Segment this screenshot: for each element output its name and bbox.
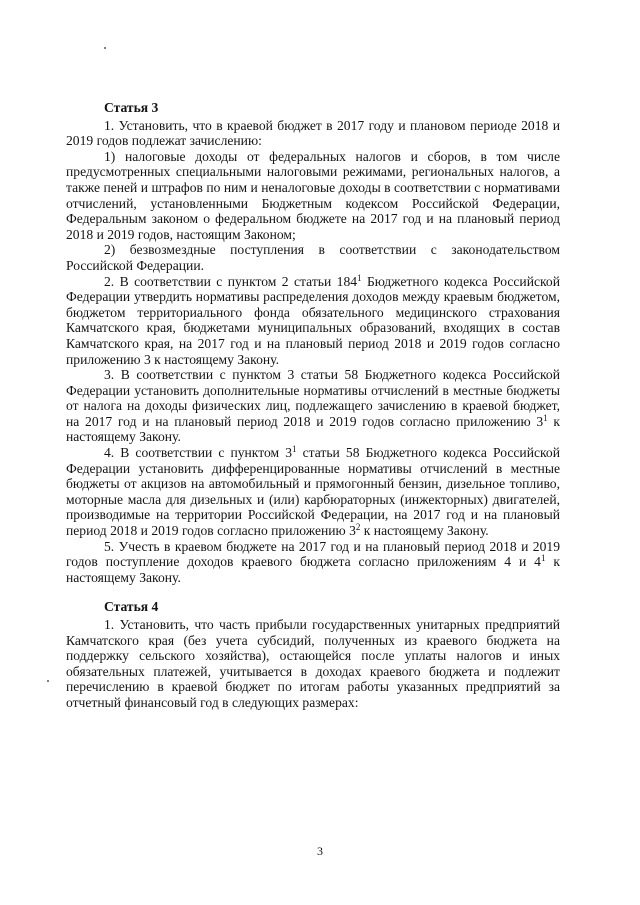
clause-text: 4. В соответствии с пунктом 3 bbox=[104, 445, 292, 461]
article-3 bbox=[66, 100, 560, 585]
article-spacer bbox=[66, 585, 560, 599]
article-4-clause-1: 1. Установить, что часть прибыли государственных унитарных предприятий Камчатского края (без учета субсидий, полученных из краевого бюджета на поддержку сельского хозяйства), остающейся после уплаты налогов и иных обязательных платежей, учитывается в доходах краевого бюджета и подлежит перечислению в краевой бюджет по итогам работы указанных предприятий за отчетный финансовый год в следующих размерах: bbox=[66, 617, 560, 710]
superscript: 1 bbox=[357, 272, 362, 283]
superscript: 1 bbox=[543, 412, 548, 423]
superscript: 2 bbox=[355, 522, 361, 533]
article-3-clause-1-item-2: 2) безвозмездные поступления в соответствии с законодательством Российской Федерации. bbox=[66, 242, 560, 273]
article-3-clause-2 bbox=[66, 274, 560, 368]
scan-speck bbox=[104, 47, 106, 49]
article-3-clause-5 bbox=[66, 539, 560, 586]
article-3-clause-4 bbox=[66, 445, 560, 539]
article-4 bbox=[66, 599, 560, 710]
superscript: 1 bbox=[292, 444, 297, 455]
clause-text: 5. Учесть в краевом бюджете на 2017 год и на плановый период 2018 и 2019 годов поступление доходов краевого бюджета согласно приложениям 4 и 4 bbox=[66, 538, 560, 570]
clause-text: к настоящему Закону. bbox=[360, 523, 489, 539]
scan-speck bbox=[47, 680, 49, 682]
article-3-heading: Статья 3 bbox=[104, 100, 159, 115]
article-4-heading: Статья 4 bbox=[104, 599, 159, 615]
superscript: 1 bbox=[540, 553, 546, 564]
article-3-clause-1: 1. Установить, что в краевой бюджет в 2017 году и плановом периоде 2018 и 2019 годов подлежат зачислению: bbox=[66, 117, 560, 149]
page-number: 3 bbox=[317, 844, 323, 858]
clause-text: к настоящему Закону. bbox=[66, 554, 560, 585]
clause-text: 2. В соответствии с пунктом 2 статьи 184 bbox=[104, 273, 358, 289]
clause-text: статьи 58 Бюджетного кодекса Российской Федерации установить дифференцированные нормативы отчислений в местные бюджеты от акцизов на автомобильный и прямогонный бензин, дизельное топливо, моторные масла для дизельных и (или) карбюраторных (инжекторных) двигателей, производимые на территории Российской Федерации, на 2017 год и на плановый период 2018 и 2019 годов согласно приложению 3 bbox=[66, 445, 560, 539]
article-3-clause-3 bbox=[66, 367, 560, 445]
document-body bbox=[66, 100, 560, 711]
clause-text: Бюджетного кодекса Российской Федерации утвердить нормативы распределения доходов между краевым бюджетом, бюджетом территориального фонда обязательного медицинского страхования Камчатского края, бюджетами муниципальных образований, входящих в состав Камчатского края, на 2017 год и на плановый период 2018 и 2019 годов согласно приложению 3 к настоящему Закону. bbox=[66, 273, 561, 367]
clause-text: к настоящему Закону. bbox=[66, 413, 560, 445]
article-3-clause-1-item-1: 1) налоговые доходы от федеральных налогов и сборов, в том числе предусмотренных специальными налоговыми режимами, региональных налогов, а также пеней и штрафов по ним и неналоговые доходы в соответствии с нормативами отчислений, установленными Бюджетным кодексом Российской Федерации, Федеральным законом о федеральном бюджете на 2017 год и на плановый период 2018 и 2019 годов, настоящим Законом; bbox=[66, 148, 560, 242]
clause-text: 3. В соответствии с пунктом 3 статьи 58 Бюджетного кодекса Российской Федерации установить дополнительные нормативы отчислений в местные бюджеты от налога на доходы физических лиц, подлежащего зачислению в краевой бюджет, на 2017 год и на плановый период 2018 и 2019 годов согласно приложению 3 bbox=[66, 367, 560, 429]
